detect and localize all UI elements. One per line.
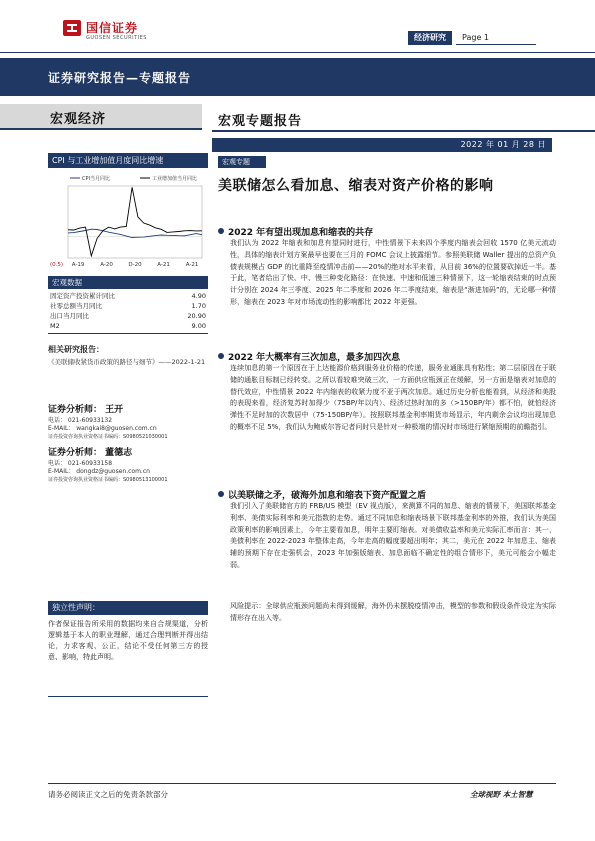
section-body: 我们引入了美联储官方的 FRB/US 模型（EV 视点版），来测算不同的加息、缩表的情景下，美国联邦基金利率、美债实际利率和美元指数的走势。通过不同加息和缩表场景下联邦基金利率的外推，我们认为美国政策利率的影响因素上，今年主要看加息，明年主要盯缩表。对美债收益率和美元实际汇率而言：其一，美债利率在 2022-2023 年整体走高，今年走高的幅度要超出明年；其二，美元在 2022 年加息主、缩表辅的预期下存在走强机会，2023 年加强版缩表、加息面临不确定性的组合情形下，美元可能会小幅走弱。 (230, 502, 556, 569)
section-heading-text: 2022 年有望出现加息和缩表的共存 (228, 228, 374, 238)
analyst-cert: 证券投资咨询执业资格证书编码：S0980513100001 (48, 477, 168, 483)
y-axis-min-label: (0.5) (50, 262, 64, 268)
analyst-phone: 电话： 021-60933158 (48, 460, 113, 467)
section-label: 宏观经济 (50, 112, 107, 127)
header-divider (0, 52, 595, 53)
x-tick-label: A-21 (185, 262, 199, 268)
analyst-cert: 证券投资咨询执业资格证书编码：S0980521030001 (48, 434, 168, 440)
category-tag: 经济研究 (408, 31, 452, 45)
independence-title: 独立性声明： (48, 601, 208, 615)
section-heading-text: 以美联储之矛，破海外加息和缩表下资产配置之盾 (228, 491, 427, 501)
macro-data-table (48, 291, 208, 331)
report-type-title: 证券研究报告—专题报告 (48, 71, 192, 85)
analyst-card (48, 447, 213, 484)
row-value: 9.00 (191, 322, 206, 330)
table-row (48, 321, 208, 331)
x-tick-label: D-20 (128, 262, 142, 268)
analyst-email[interactable]: E-MAIL： wangkai8@guosen.com.cn (48, 425, 157, 432)
topic-tag: 宏观专题 (218, 156, 266, 168)
title-band (0, 58, 595, 96)
table-divider (48, 333, 208, 334)
legend-label: CPI当月同比 (82, 176, 110, 182)
logo-english-name: GUOSEN SECURITIES (86, 35, 147, 41)
series-line (68, 229, 202, 237)
bullet-icon (218, 228, 224, 234)
chart-plot-area (68, 186, 202, 258)
analyst-email[interactable]: E-MAIL： dongdz@guosen.com.cn (48, 468, 150, 475)
cpi-industrial-chart (48, 170, 208, 272)
legend-label: 工业增加值当月同比 (152, 176, 198, 182)
table-row (48, 291, 208, 301)
row-label: 社零总额当月同比 (50, 302, 102, 310)
row-value: 4.90 (191, 292, 206, 300)
analyst-phone: 电话： 021-60933132 (48, 417, 113, 424)
macro-data-title: 宏观数据 (48, 276, 208, 289)
section-heading-text: 2022 年大概率有三次加息，最多加四次息 (228, 353, 401, 363)
report-headline: 美联储怎么看加息、缩表对资产价格的影响 (218, 178, 494, 194)
risk-warning: 风险提示：全球供应瓶颈问题尚未得到缓解，海外仍未摆脱疫情冲击，模型的参数和假设条件设定为实际情形存在出入等。 (230, 602, 556, 622)
analyst-name: 证券分析师： 董德志 (48, 448, 133, 458)
x-tick-label: A-19 (71, 262, 85, 268)
table-row (48, 301, 208, 311)
section-body: 我们认为 2022 年缩表和加息有望同时进行，中性情景下未来四个季度内缩表会回收 1570 亿美元流动性，具体的缩表计划方案最早也要在三月的 FOMC 会议上披露细节。参照美联储 Waller 提出的总资产负债表规模占 GDP 的比重降至疫情冲击前——20%的绝对水平来看，从目前 36%的位置要砍掉近一半。基于此，笔者给出了快、中、慢三种变化路径：在快速、中速和低速三种情景下，这一轮缩表结束的时点预计分别在 2024 年三季度、2025 年二季度和 2026 年二季度结束，缩表是“渐进加码”的，无论哪一种情形，缩表在 2023 年对市场流动性的影响都比 2022 年更强。 (230, 239, 556, 306)
section-heading (218, 488, 426, 501)
row-label: M2 (50, 322, 60, 330)
report-date: 2022 年 01 月 28 日 (212, 138, 552, 152)
row-label: 出口当月同比 (50, 312, 89, 320)
guosen-logo-icon (62, 18, 82, 38)
footer-slogan: 全球视野 本土智慧 (470, 790, 533, 799)
row-label: 固定资产投资累计同比 (50, 292, 115, 300)
section-rule (212, 130, 595, 132)
x-tick-label: A-21 (157, 262, 170, 268)
logo-name: 国信证券 (86, 21, 139, 35)
chart-title: CPI 与工业增加值月度同比增速 (48, 153, 208, 168)
footer-disclaimer-note: 请务必阅读正文之后的免责条款部分 (48, 790, 168, 799)
analyst-card (48, 404, 213, 441)
bullet-icon (218, 491, 224, 497)
row-value: 1.70 (191, 302, 206, 310)
disclaimer-divider (48, 696, 208, 697)
related-research-link[interactable]: 《美联储收紧货币政策的路径与细节》——2022-1-21 (48, 358, 206, 366)
independence-statement: 作者保证报告所采用的数据均来自合规渠道，分析逻辑基于本人的职业理解，通过合理判断并得出结论，力求客观、公正，结论不受任何第三方的授意、影响，特此声明。 (48, 620, 208, 661)
row-value: 20.90 (187, 312, 206, 320)
x-tick-label: A-20 (100, 262, 113, 268)
series-line (68, 187, 202, 256)
chart-svg (48, 170, 208, 272)
brand-logo (62, 8, 172, 48)
section-body: 连续加息的第一个原因在于上达能源价格到服务业价格的传递，服务业通胀具有粘性；第二层原因在于联储的通胀目标制已经转变。之所以看较难突破三次，一方面供应瓶颈正在缓解，另一方面是缩表对加息的替代效应，中性情景 2022 年内缩表的收紧力度不亚于两次加息。通过历史分析也能看到，从经济和美股的表现来看，经济复苏时加得少（75BP/年以内）、经济过热时加的多（>150BP/年）都不怕，就怕经济弹性不足时加的次数居中（75-150BP/年）。按照联邦基金利率期货市场显示，年内剩余会议均出现加息的概率不足 5%，我们认为鲍威尔答记者问时只是针对一种极端的情况时市场进行紧缩预期的前瞻指引。 (230, 364, 556, 431)
report-subtype-title: 宏观专题报告 (218, 114, 303, 129)
bullet-icon (218, 353, 224, 359)
related-research-title: 相关研究报告： (48, 345, 104, 354)
table-row (48, 311, 208, 321)
section-heading (218, 350, 400, 363)
analyst-name: 证券分析师： 王开 (48, 405, 124, 415)
section-heading (218, 225, 373, 238)
section-label-box (0, 104, 202, 130)
page-number: Page 1 (456, 31, 536, 45)
footer-divider (48, 783, 556, 784)
